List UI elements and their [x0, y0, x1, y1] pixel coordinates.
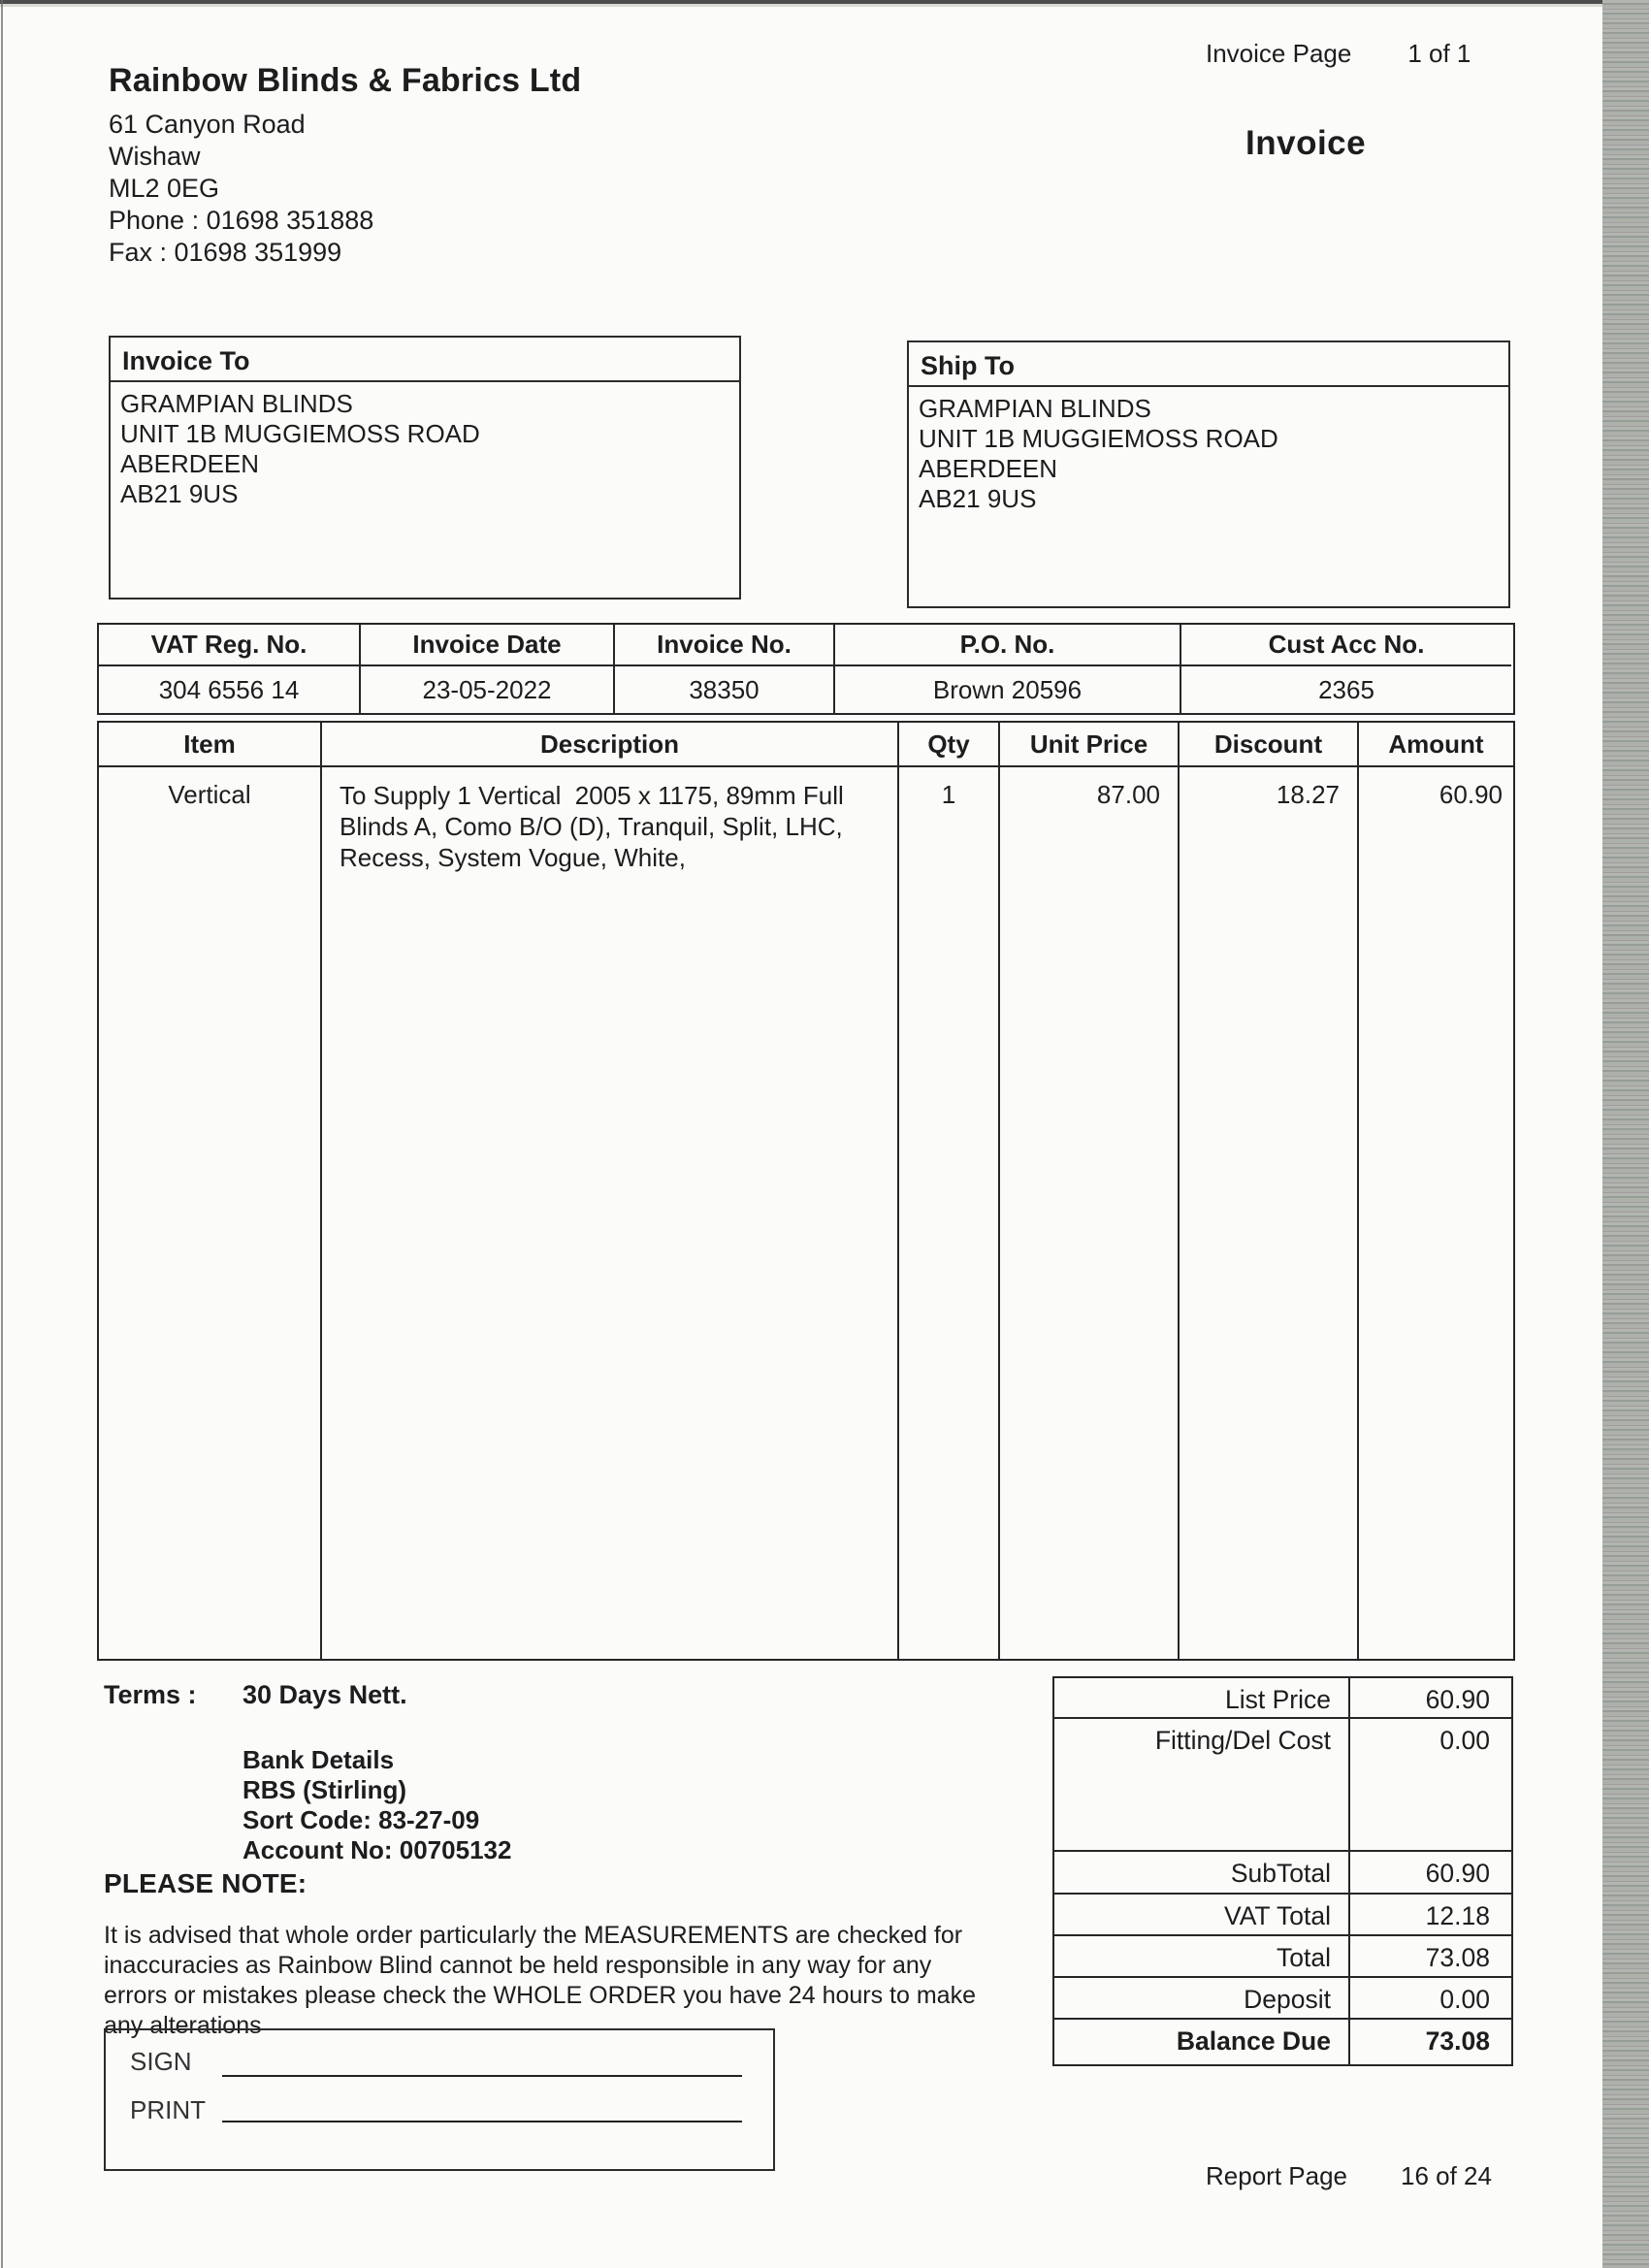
- invoice-page-indicator: [1206, 39, 1471, 69]
- totals-label: Fitting/Del Cost: [1054, 1719, 1350, 1850]
- items-header-qty: Qty: [899, 723, 1000, 765]
- invoice-to-line: GRAMPIAN BLINDS: [120, 389, 353, 418]
- terms-label: Terms :: [104, 1680, 197, 1709]
- meta-header-invoice-no: Invoice No.: [615, 625, 835, 666]
- totals-label: List Price: [1054, 1678, 1350, 1717]
- invoice-meta-table: [97, 623, 1515, 715]
- totals-label: VAT Total: [1054, 1895, 1350, 1934]
- please-note-text: It is advised that whole order particularly the MEASUREMENTS are checked for inaccuracies as Rainbow Blind cannot be held responsible in any way for any errors or mistakes please check the WHOLE ORDER you have 24 hours to make any alterations: [104, 1922, 976, 2039]
- sign-line: [222, 2075, 742, 2077]
- totals-value: 0.00: [1439, 1985, 1490, 2014]
- items-header-discount: Discount: [1180, 723, 1359, 765]
- please-note-heading: PLEASE NOTE:: [104, 1868, 307, 1898]
- totals-row-deposit: [1052, 1976, 1513, 2020]
- report-page-value: 16 of 24: [1400, 2161, 1492, 2190]
- document-title: Invoice: [1245, 124, 1367, 162]
- company-name: Rainbow Blinds & Fabrics Ltd: [109, 62, 582, 99]
- ship-to-line: ABERDEEN: [919, 454, 1058, 483]
- report-page-label: Report Page: [1206, 2161, 1347, 2190]
- meta-header-po-no: P.O. No.: [835, 625, 1181, 666]
- totals-table: [1052, 1676, 1513, 2066]
- meta-value-invoice-no: 38350: [615, 666, 835, 713]
- items-header-amount: Amount: [1388, 729, 1484, 759]
- totals-label: Balance Due: [1054, 2020, 1350, 2064]
- items-header-description: Description: [322, 723, 899, 765]
- invoice-to-box: [109, 336, 741, 599]
- bank-details-heading: Bank Details: [242, 1745, 395, 1774]
- totals-row-total: [1052, 1934, 1513, 1978]
- totals-value: 73.08: [1425, 2026, 1490, 2056]
- totals-row-fitting-del-cost: [1052, 1717, 1513, 1852]
- totals-value: 60.90: [1425, 1685, 1490, 1714]
- terms-value: 30 Days Nett.: [242, 1680, 407, 1709]
- bank-sort-code: Sort Code: 83-27-09: [242, 1805, 480, 1834]
- meta-header-invoice-date: Invoice Date: [361, 625, 615, 666]
- company-phone: Phone : 01698 351888: [109, 206, 374, 235]
- ship-to-line: UNIT 1B MUGGIEMOSS ROAD: [919, 424, 1278, 453]
- company-address-line: Wishaw: [109, 142, 201, 171]
- items-header-unit-price: Unit Price: [1000, 723, 1180, 765]
- ship-to-heading: Ship To: [909, 342, 1508, 387]
- ship-to-box: [907, 340, 1510, 608]
- line-item-type: Vertical: [99, 767, 322, 1659]
- company-address-line: ML2 0EG: [109, 174, 220, 203]
- print-line: [222, 2121, 742, 2122]
- line-items-header-row: [99, 723, 1513, 767]
- line-item-amount: 60.90: [1439, 780, 1503, 809]
- invoice-page-label: Invoice Page: [1206, 39, 1352, 68]
- meta-value-po-no: Brown 20596: [835, 666, 1181, 713]
- line-item-qty: 1: [899, 767, 1000, 1659]
- invoice-page-value: 1 of 1: [1407, 39, 1471, 68]
- totals-row-balance-due: [1052, 2018, 1513, 2066]
- invoice-to-line: ABERDEEN: [120, 449, 260, 478]
- items-header-item: Item: [99, 723, 322, 765]
- ship-to-line: AB21 9US: [919, 484, 1037, 513]
- bank-account-no: Account No: 00705132: [242, 1835, 512, 1864]
- totals-row-vat-total: [1052, 1893, 1513, 1936]
- sign-label: SIGN: [130, 2047, 192, 2076]
- scan-edge-top-shadow: [0, 4, 1649, 7]
- signature-box: [104, 2028, 775, 2171]
- totals-row-subtotal: [1052, 1850, 1513, 1895]
- bank-details: [242, 1745, 511, 1865]
- line-item-unit-price: 87.00: [1000, 767, 1180, 1659]
- totals-row-list-price: [1052, 1676, 1513, 1719]
- ship-to-line: GRAMPIAN BLINDS: [919, 394, 1151, 423]
- print-label: PRINT: [130, 2095, 206, 2124]
- totals-value: 60.90: [1425, 1859, 1490, 1888]
- company-address: [109, 109, 373, 269]
- ship-to-address: [909, 387, 1508, 521]
- invoice-to-line: UNIT 1B MUGGIEMOSS ROAD: [120, 419, 480, 448]
- company-fax: Fax : 01698 351999: [109, 238, 342, 267]
- meta-header-cust-acc: Cust Acc No.: [1181, 625, 1511, 666]
- bank-name: RBS (Stirling): [242, 1775, 406, 1804]
- meta-header-vat-reg: VAT Reg. No.: [99, 625, 361, 666]
- invoice-to-heading: Invoice To: [111, 338, 739, 382]
- report-page-indicator: [1206, 2161, 1492, 2191]
- line-item-row: [99, 767, 1513, 1659]
- invoice-to-line: AB21 9US: [120, 479, 239, 508]
- invoice-to-address: [111, 382, 739, 516]
- company-address-line: 61 Canyon Road: [109, 110, 306, 139]
- line-item-description: To Supply 1 Vertical 2005 x 1175, 89mm Full Blinds A, Como B/O (D), Tranquil, Split, LHC, Recess, System Vogue, White,: [322, 767, 899, 1659]
- meta-value-vat-reg: 304 6556 14: [99, 666, 361, 713]
- totals-value: 73.08: [1425, 1943, 1490, 1972]
- scan-edge-left: [1, 0, 3, 2268]
- scan-edge-right: [1602, 0, 1649, 2268]
- line-item-discount: 18.27: [1180, 767, 1359, 1659]
- totals-label: SubTotal: [1054, 1852, 1350, 1893]
- totals-label: Deposit: [1054, 1978, 1350, 2018]
- totals-value: 0.00: [1439, 1726, 1490, 1755]
- totals-label: Total: [1054, 1936, 1350, 1976]
- line-items-table: [97, 721, 1515, 1661]
- meta-value-cust-acc: 2365: [1318, 674, 1374, 704]
- meta-value-invoice-date: 23-05-2022: [361, 666, 615, 713]
- totals-value: 12.18: [1425, 1901, 1490, 1930]
